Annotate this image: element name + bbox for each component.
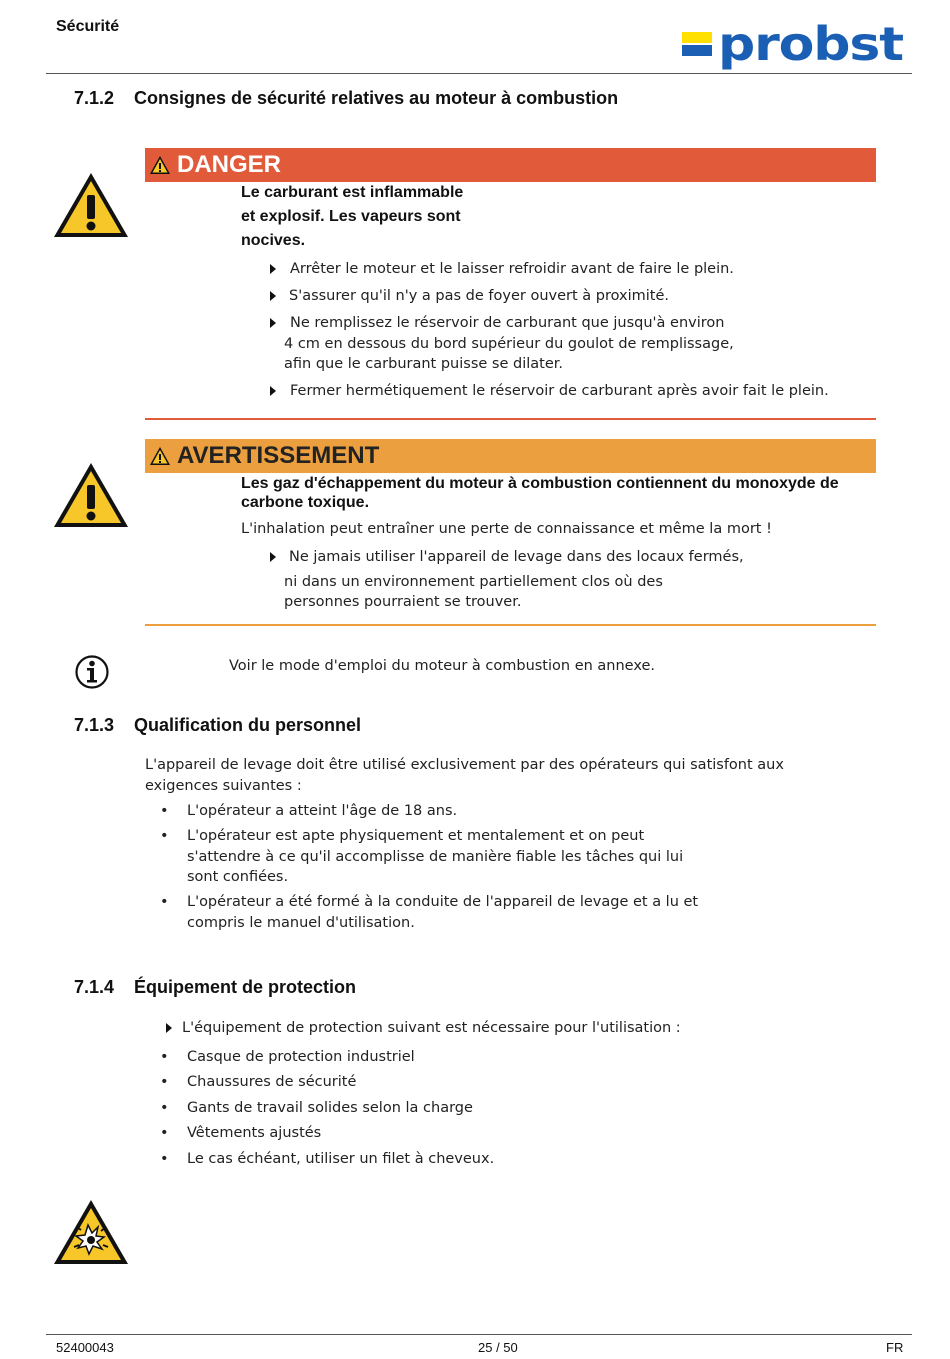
bullet-dot: • bbox=[160, 1100, 169, 1116]
danger-step bbox=[270, 313, 734, 375]
footer-divider bbox=[46, 1334, 912, 1335]
info-icon bbox=[74, 654, 110, 690]
info-text: Voir le mode d'emploi du moteur à combustion en annexe. bbox=[229, 658, 656, 674]
step-text: Arrêter le moteur et le laisser refroidir avant de faire le plein. bbox=[290, 261, 734, 277]
danger-bottom-rule bbox=[145, 418, 876, 420]
warning-label: AVERTISSEMENT bbox=[177, 442, 380, 469]
step-arrow-icon bbox=[270, 291, 276, 301]
danger-label: DANGER bbox=[177, 151, 282, 178]
warning-step bbox=[270, 547, 744, 613]
qualification-intro bbox=[145, 755, 784, 796]
step-text: Ne jamais utiliser l'appareil de levage dans des locaux fermés, bbox=[289, 549, 744, 565]
danger-step bbox=[270, 381, 829, 402]
intro-line: exigences suivantes : bbox=[145, 777, 302, 794]
bullet-dot: • bbox=[160, 1049, 169, 1065]
warning-consequence: L'inhalation peut entraîner une perte de connaissance et même la mort ! bbox=[241, 521, 772, 537]
bullet-dot: • bbox=[160, 894, 169, 910]
warning-message-line: Les gaz d'échappement du moteur à combustion contiennent du monoxyde de bbox=[241, 475, 839, 492]
step-arrow-icon bbox=[270, 386, 276, 396]
svg-text:probst: probst bbox=[718, 22, 904, 70]
list-item-text: Chaussures de sécurité bbox=[187, 1074, 357, 1090]
list-item bbox=[160, 1123, 321, 1144]
list-item bbox=[160, 1047, 415, 1068]
section-heading-714 bbox=[74, 977, 356, 998]
bullet-dot: • bbox=[160, 1074, 169, 1090]
list-item-text: Vêtements ajustés bbox=[187, 1125, 322, 1141]
bullet-dot: • bbox=[160, 1125, 169, 1141]
step-text: S'assurer qu'il n'y a pas de foyer ouvert à proximité. bbox=[289, 288, 670, 304]
step-text: Ne remplissez le réservoir de carburant que jusqu'à environ bbox=[290, 315, 725, 331]
section-number: 7.1.4 bbox=[74, 977, 115, 997]
danger-message bbox=[241, 181, 463, 253]
warning-signal-bar bbox=[145, 439, 876, 473]
equipment-step bbox=[166, 1018, 681, 1039]
intro-line: L'appareil de levage doit être utilisé exclusivement par des opérateurs qui satisfont aux bbox=[145, 757, 784, 773]
danger-message-line: et explosif. Les vapeurs sont bbox=[241, 208, 461, 225]
step-text: 4 cm en dessous du bord supérieur du goulot de remplissage, bbox=[284, 335, 734, 352]
warning-triangle-icon bbox=[52, 460, 130, 530]
list-item bbox=[160, 892, 698, 933]
small-warning-icon bbox=[149, 446, 171, 466]
section-number: 7.1.3 bbox=[74, 715, 115, 735]
bullet-dot: • bbox=[160, 828, 169, 844]
section-title: Consignes de sécurité relatives au moteur à combustion bbox=[134, 88, 619, 108]
step-text: Fermer hermétiquement le réservoir de carburant après avoir fait le plein. bbox=[290, 383, 829, 399]
warning-bottom-rule bbox=[145, 624, 876, 626]
step-text: afin que le carburant puisse se dilater. bbox=[284, 356, 563, 372]
step-arrow-icon bbox=[270, 552, 276, 562]
danger-message-line: nocives. bbox=[241, 232, 306, 249]
step-arrow-icon bbox=[270, 318, 276, 328]
footer-page-number: 25 / 50 bbox=[478, 1340, 518, 1355]
footer-language: FR bbox=[886, 1340, 904, 1355]
list-item bbox=[160, 826, 683, 888]
danger-step bbox=[270, 259, 734, 280]
danger-message-line: Le carburant est inflammable bbox=[241, 184, 464, 201]
section-title: Équipement de protection bbox=[134, 977, 357, 997]
bullet-dot: • bbox=[160, 1151, 169, 1167]
warning-triangle-icon bbox=[52, 170, 130, 240]
warning-message-line: carbone toxique. bbox=[241, 494, 370, 511]
list-item bbox=[160, 1098, 473, 1119]
bullet-dot: • bbox=[160, 803, 169, 819]
flying-debris-warning-icon bbox=[52, 1197, 130, 1267]
section-header-title: Sécurité bbox=[56, 18, 120, 35]
step-arrow-icon bbox=[166, 1023, 172, 1033]
header-divider bbox=[46, 73, 912, 74]
danger-signal-bar bbox=[145, 148, 876, 182]
list-item bbox=[160, 1149, 494, 1170]
step-text: personnes pourraient se trouver. bbox=[284, 594, 522, 610]
list-item-text: Gants de travail solides selon la charge bbox=[187, 1100, 473, 1116]
step-text: L'équipement de protection suivant est nécessaire pour l'utilisation : bbox=[182, 1020, 681, 1036]
list-item-text: L'opérateur a atteint l'âge de 18 ans. bbox=[187, 803, 458, 819]
list-item-text: L'opérateur est apte physiquement et mentalement et on peut bbox=[187, 828, 645, 844]
list-item-text: s'attendre à ce qu'il accomplisse de manière fiable les tâches qui lui bbox=[187, 848, 684, 865]
list-item bbox=[160, 1072, 356, 1093]
section-title: Qualification du personnel bbox=[134, 715, 362, 735]
step-text: ni dans un environnement partiellement clos où des bbox=[284, 573, 663, 590]
footer-doc-number: 52400043 bbox=[56, 1340, 114, 1355]
list-item-text: compris le manuel d'utilisation. bbox=[187, 914, 415, 931]
probst-logo bbox=[680, 22, 905, 70]
section-number: 7.1.2 bbox=[74, 88, 115, 108]
list-item-text: sont confiées. bbox=[187, 869, 289, 885]
list-item bbox=[160, 801, 457, 822]
section-heading-712 bbox=[74, 88, 618, 109]
list-item-text: Le cas échéant, utiliser un filet à cheveux. bbox=[187, 1151, 495, 1167]
warning-message bbox=[241, 474, 839, 512]
list-item-text: Casque de protection industriel bbox=[187, 1049, 415, 1065]
small-warning-icon bbox=[149, 155, 171, 175]
danger-step bbox=[270, 286, 669, 307]
step-arrow-icon bbox=[270, 264, 276, 274]
section-heading-713 bbox=[74, 715, 361, 736]
list-item-text: L'opérateur a été formé à la conduite de l'appareil de levage et a lu et bbox=[187, 894, 699, 910]
